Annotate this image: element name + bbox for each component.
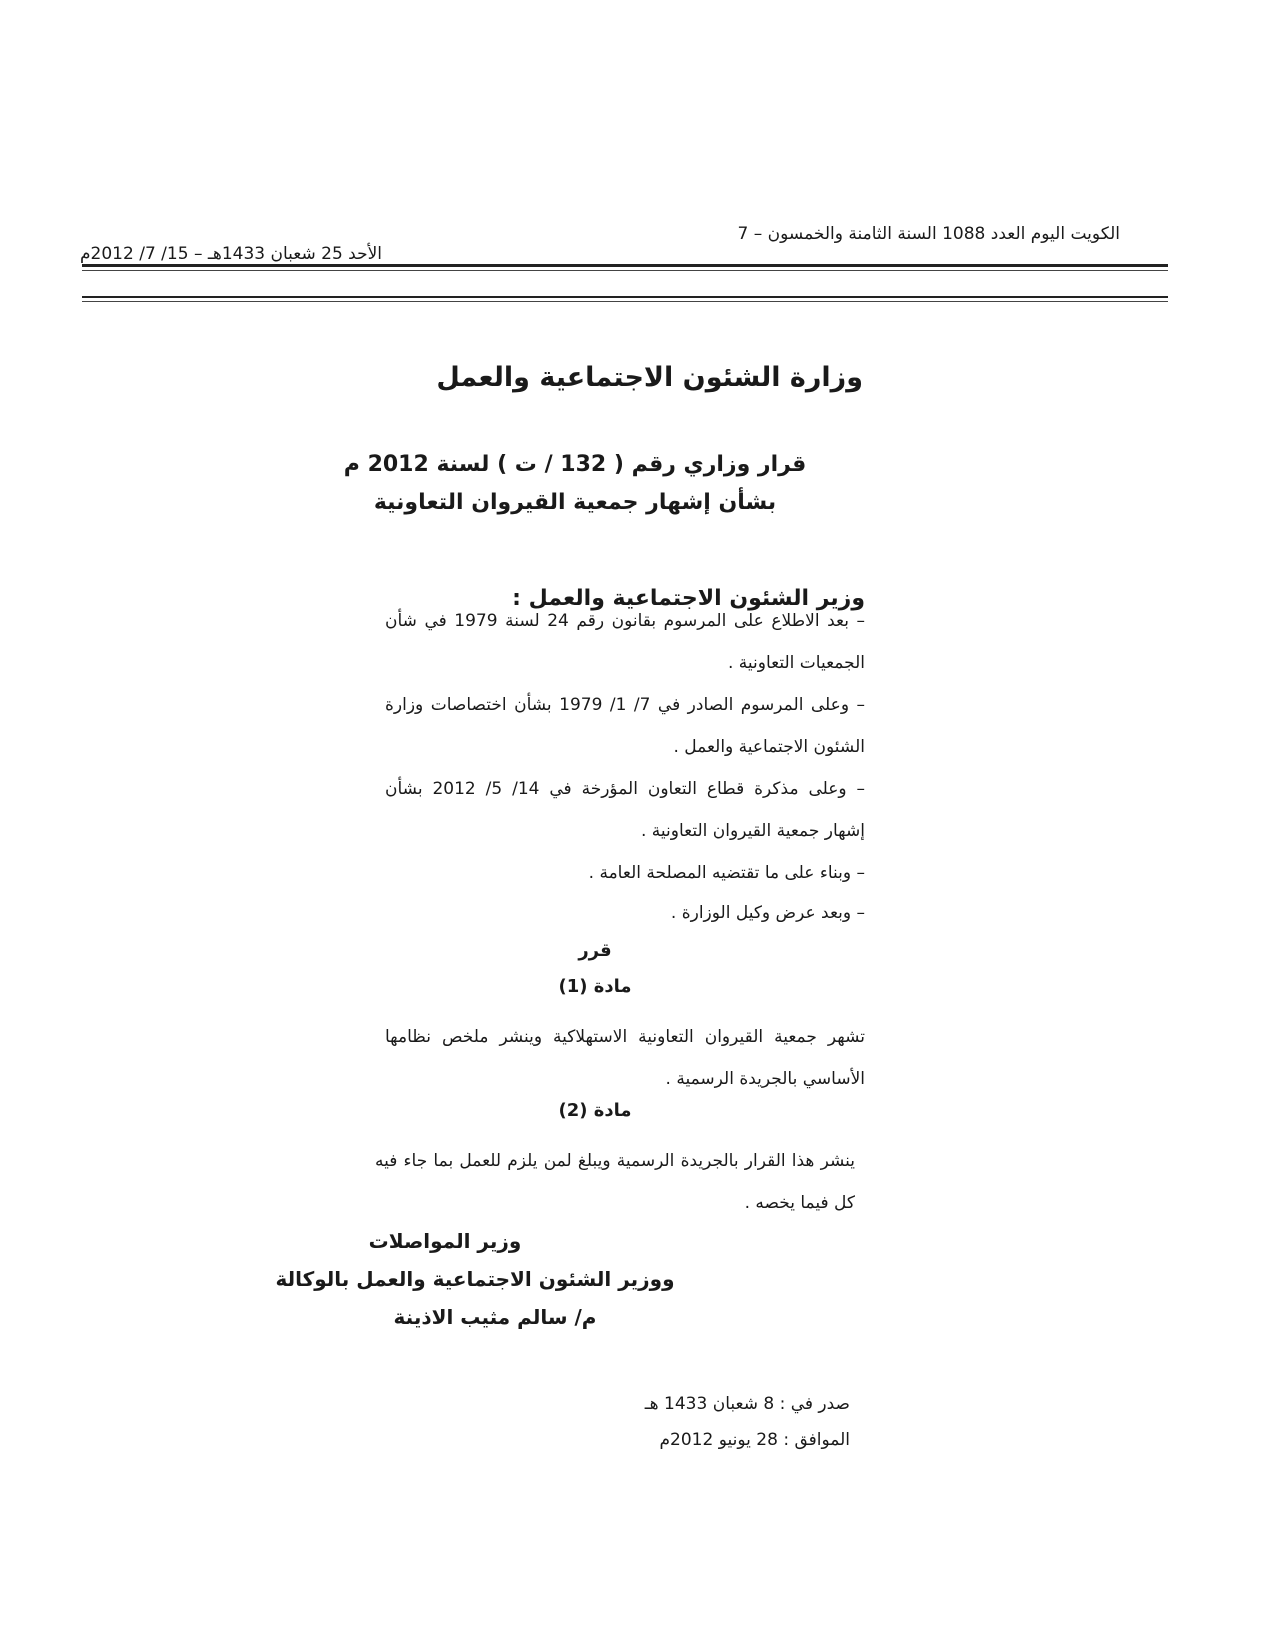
preamble-clause-4: – وبناء على ما تقتضيه المصلحة العامة .: [588, 863, 865, 883]
article-1-heading: مادة (1): [558, 976, 632, 997]
publication-header: الكويت اليوم العدد 1088 السنة الثامنة والخمسون – 7: [737, 224, 1120, 244]
header-rule-lower: [82, 296, 1168, 298]
article-2-heading: مادة (2): [558, 1100, 632, 1121]
decree-subject: بشأن إشهار جمعية القيروان التعاونية: [373, 490, 777, 515]
signature-name: م/ سالم مثيب الاذينة: [393, 1305, 597, 1329]
issue-date: الأحد 25 شعبان 1433هـ – 15/ 7/ 2012م: [80, 244, 383, 264]
issued-hijri: صدر في : 8 شعبان 1433 هـ: [644, 1394, 850, 1414]
ministry-title: وزارة الشئون الاجتماعية والعمل: [436, 362, 863, 393]
signature-title-2: ووزير الشئون الاجتماعية والعمل بالوكالة: [275, 1267, 675, 1291]
header-rule-thin: [82, 270, 1168, 271]
signature-title-1: وزير المواصلات: [368, 1229, 522, 1253]
header-rule-lower-thin: [82, 301, 1168, 302]
preamble-clause-2: – وعلى المرسوم الصادر في 7/ 1/ 1979 بشأن اختصاصات وزارة الشئون الاجتماعية والعمل .: [385, 695, 865, 757]
preamble-clause-3: – وعلى مذكرة قطاع التعاون المؤرخة في 14/ 5/ 2012 بشأن إشهار جمعية القيروان التعاونية .: [385, 779, 866, 841]
decides-heading: قرر: [578, 940, 612, 961]
minister-label: وزير الشئون الاجتماعية والعمل :: [512, 586, 865, 611]
preamble-clause-1: – بعد الاطلاع على المرسوم بقانون رقم 24 لسنة 1979 في شأن الجمعيات التعاونية .: [385, 611, 866, 673]
issued-gregorian: الموافق : 28 يونيو 2012م: [659, 1430, 850, 1450]
decree-title: [315, 446, 835, 522]
article-2-text: ينشر هذا القرار بالجريدة الرسمية ويبلغ لمن يلزم للعمل بما جاء فيه كل فيما يخصه .: [375, 1151, 855, 1213]
header-rule: [82, 264, 1168, 267]
issued-block: [550, 1386, 850, 1458]
article-1-text: تشهر جمعية القيروان التعاونية الاستهلاكية وينشر ملخص نظامها الأساسي بالجريدة الرسمية .: [385, 1027, 865, 1089]
preamble-clause-5: – وبعد عرض وكيل الوزارة .: [670, 903, 865, 923]
signature-block: [215, 1222, 735, 1336]
decree-number: قرار وزاري رقم ( 132 / ت ) لسنة 2012 م: [343, 452, 807, 477]
